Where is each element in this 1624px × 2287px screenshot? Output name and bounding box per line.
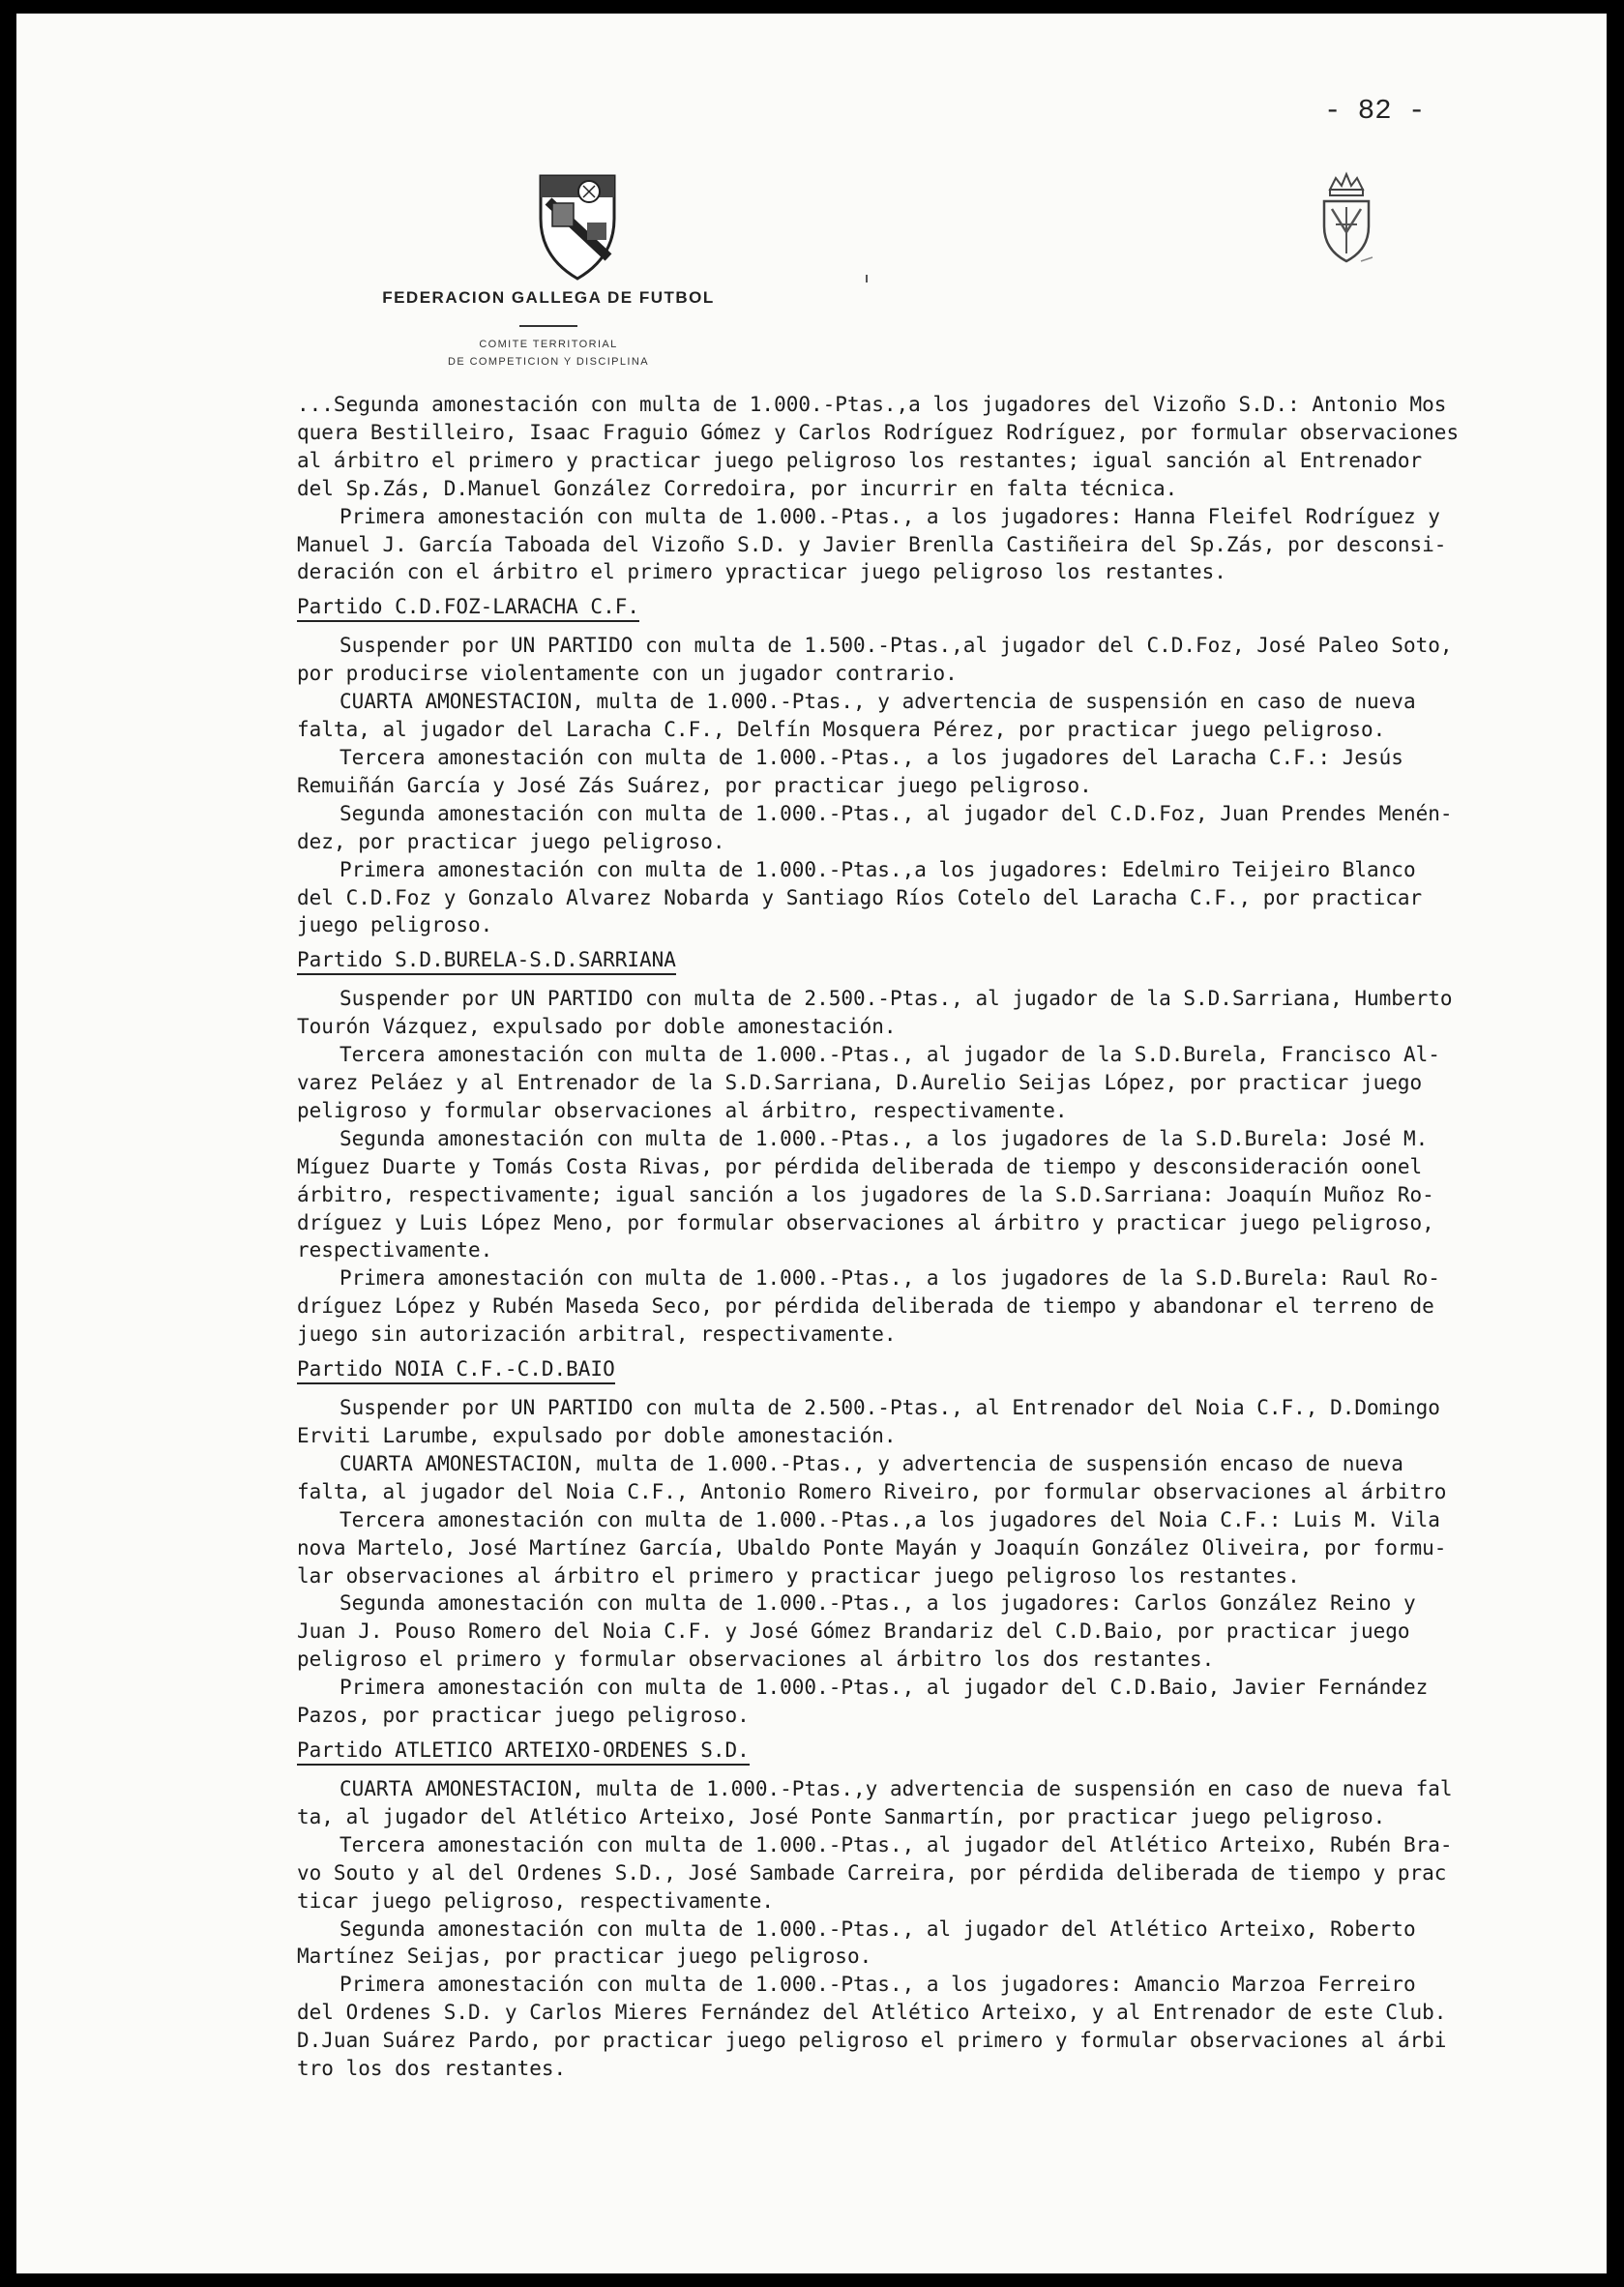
text-line: ...Segunda amonestación con multa de 1.000.-Ptas.,a los jugadores del Vizoño S.D.: Antonio Mos bbox=[297, 393, 1447, 416]
text-line: ticar juego peligroso, respectivamente. bbox=[297, 1888, 775, 1913]
text-line: al árbitro el primero y practicar juego peligroso los restantes; igual sanción al Entrenador bbox=[297, 448, 1423, 472]
crowned-shield-icon bbox=[1303, 168, 1390, 275]
text-line: por producirse violentamente con un jugador contrario. bbox=[297, 662, 958, 686]
section-heading: Partido ATLETICO ARTEIXO-ORDENES S.D. bbox=[297, 1737, 750, 1766]
text-line: Primera amonestación con multa de 1.000.-Ptas.,a los jugadores: Edelmiro Teijeiro Blanco bbox=[340, 857, 1416, 881]
text-line: Pazos, por practicar juego peligroso. bbox=[297, 1704, 750, 1728]
text-line: nova Martelo, José Martínez García, Ubaldo Ponte Mayán y Joaquín González Oliveira, por formu- bbox=[297, 1535, 1447, 1559]
text-line: D.Juan Suárez Pardo, por practicar juego peligroso el primero y formular observaciones al árbi bbox=[297, 2029, 1447, 2053]
sanction-paragraph bbox=[297, 1831, 1607, 1916]
text-line: quera Bestilleiro, Isaac Fraguio Gómez y Carlos Rodríguez Rodríguez, por formular observaciones bbox=[297, 420, 1460, 444]
sanction-paragraph bbox=[297, 1450, 1607, 1506]
section-heading: Partido NOIA C.F.-C.D.BAIO bbox=[297, 1355, 615, 1384]
document-page bbox=[16, 14, 1607, 2273]
section-heading-row bbox=[297, 586, 1607, 632]
text-line: Tercera amonestación con multa de 1.000.-Ptas., al jugador de la S.D.Burela, Francisco Al- bbox=[340, 1043, 1440, 1067]
text-line: juego sin autorización arbitral, respectivamente. bbox=[297, 1322, 897, 1347]
text-line: Primera amonestación con multa de 1.000.-Ptas., a los jugadores de la S.D.Burela: Raul Ro- bbox=[340, 1266, 1440, 1291]
text-line: ta, al jugador del Atlético Arteixo, José Ponte Sanmartín, por practicar juego peligroso. bbox=[297, 1804, 1386, 1828]
sanction-paragraph bbox=[297, 1589, 1607, 1674]
text-line: CUARTA AMONESTACION, multa de 1.000.-Ptas., y advertencia de suspensión encaso de nueva bbox=[340, 1451, 1403, 1475]
text-line: dez, por practicar juego peligroso. bbox=[297, 829, 725, 853]
text-line: Segunda amonestación con multa de 1.000.-Ptas., a los jugadores de la S.D.Burela: José M. bbox=[340, 1126, 1429, 1150]
text-line: Tercera amonestación con multa de 1.000.-Ptas.,a los jugadores del Noia C.F.: Luis M. Vila bbox=[340, 1507, 1440, 1531]
sanction-paragraph bbox=[297, 1971, 1607, 2083]
text-line: Segunda amonestación con multa de 1.000.-Ptas., al jugador del Atlético Arteixo, Roberto bbox=[340, 1916, 1416, 1941]
text-line: falta, al jugador del Noia C.F., Antonio Romero Riveiro, por formular observaciones al árbitro bbox=[297, 1479, 1447, 1503]
text-line: CUARTA AMONESTACION, multa de 1.000.-Ptas.,y advertencia de suspensión en caso de nueva fal bbox=[340, 1776, 1453, 1800]
text-line: peligroso el primero y formular observaciones al árbitro los dos restantes. bbox=[297, 1648, 1215, 1672]
section-heading: Partido C.D.FOZ-LARACHA C.F. bbox=[297, 593, 639, 622]
page-number: - 82 - bbox=[1324, 95, 1426, 127]
section-heading-row bbox=[297, 939, 1607, 985]
sanction-paragraph bbox=[297, 1506, 1607, 1590]
text-line: Segunda amonestación con multa de 1.000.-Ptas., al jugador del C.D.Foz, Juan Prendes Menén- bbox=[340, 801, 1453, 825]
text-line: peligroso y formular observaciones al árbitro, respectivamente. bbox=[297, 1098, 1068, 1122]
sanction-paragraph bbox=[297, 1264, 1607, 1349]
text-line: Míguez Duarte y Tomás Costa Rivas, por pérdida deliberada de tiempo y desconsideración oonel bbox=[297, 1154, 1423, 1178]
sanction-paragraph bbox=[297, 856, 1607, 940]
committee-line-1: COMITE TERRITORIAL bbox=[479, 339, 618, 350]
sanction-paragraph bbox=[297, 503, 1607, 587]
text-line: CUARTA AMONESTACION, multa de 1.000.-Ptas., y advertencia de suspensión en caso de nueva bbox=[340, 690, 1416, 714]
text-line: vo Souto y al del Ordenes S.D., José Sambade Carreira, por pérdida deliberada de tiempo y prac bbox=[297, 1860, 1447, 1885]
text-line: del C.D.Foz y Gonzalo Alvarez Nobarda y Santiago Ríos Cotelo del Laracha C.F., por practicar bbox=[297, 885, 1423, 909]
sanction-paragraph bbox=[297, 688, 1607, 744]
committee-name bbox=[365, 336, 732, 371]
sanction-paragraph bbox=[297, 632, 1607, 688]
text-line: del Ordenes S.D. y Carlos Mieres Fernández del Atlético Arteixo, y al Entrenador de este Club. bbox=[297, 2001, 1447, 2025]
text-line: Tourón Vázquez, expulsado por doble amonestación. bbox=[297, 1015, 897, 1039]
text-line: juego peligroso. bbox=[297, 913, 493, 937]
text-line: árbitro, respectivamente; igual sanción a los jugadores de la S.D.Sarriana: Joaquín Muñoz Ro- bbox=[297, 1182, 1434, 1206]
text-line: Tercera amonestación con multa de 1.000.-Ptas., al jugador del Atlético Arteixo, Rubén Bra- bbox=[340, 1832, 1453, 1856]
sanction-paragraph bbox=[297, 744, 1607, 800]
text-line: falta, al jugador del Laracha C.F., Delfín Mosquera Pérez, por practicar juego peligroso. bbox=[297, 718, 1386, 742]
sanction-paragraph bbox=[297, 391, 1607, 503]
stray-mark bbox=[866, 275, 868, 282]
text-line: Erviti Larumbe, expulsado por doble amonestación. bbox=[297, 1424, 897, 1447]
text-line: Segunda amonestación con multa de 1.000.-Ptas., a los jugadores: Carlos González Reino y bbox=[340, 1591, 1416, 1616]
text-line: del Sp.Zás, D.Manuel González Corredoira, por incurrir en falta técnica. bbox=[297, 476, 1178, 500]
sanction-paragraph bbox=[297, 1674, 1607, 1730]
text-line: Suspender por UN PARTIDO con multa de 2.500.-Ptas., al Entrenador del Noia C.F., D.Domingo bbox=[340, 1396, 1440, 1420]
sanction-paragraph bbox=[297, 1916, 1607, 1972]
text-line: Suspender por UN PARTIDO con multa de 1.500.-Ptas.,al jugador del C.D.Foz, José Paleo Soto, bbox=[340, 634, 1453, 658]
sanction-paragraph bbox=[297, 985, 1607, 1041]
sanction-paragraph bbox=[297, 1775, 1607, 1831]
committee-line-2: DE COMPETICION Y DISCIPLINA bbox=[448, 356, 649, 368]
text-line: dríguez López y Rubén Maseda Seco, por pérdida deliberada de tiempo y abandonar el terreno de bbox=[297, 1294, 1434, 1319]
text-line: varez Peláez y al Entrenador de la S.D.Sarriana, D.Aurelio Seijas López, por practicar juego bbox=[297, 1071, 1423, 1095]
text-line: Manuel J. García Taboada del Vizoño S.D. y Javier Brenlla Castiñeira del Sp.Zás, por desconsi- bbox=[297, 532, 1447, 556]
sanction-paragraph bbox=[297, 800, 1607, 856]
text-line: lar observaciones al árbitro el primero y practicar juego peligroso los restantes. bbox=[297, 1563, 1300, 1588]
sanction-paragraph bbox=[297, 1125, 1607, 1265]
text-line: Primera amonestación con multa de 1.000.-Ptas., a los jugadores: Amancio Marzoa Ferreiro bbox=[340, 1973, 1416, 1997]
sanction-paragraph bbox=[297, 1394, 1607, 1450]
text-line: Tercera amonestación con multa de 1.000.-Ptas., a los jugadores del Laracha C.F.: Jesús bbox=[340, 745, 1403, 769]
text-line: dríguez y Luis López Meno, por formular observaciones al árbitro y practicar juego peligroso, bbox=[297, 1210, 1434, 1234]
text-line: tro los dos restantes. bbox=[297, 2057, 567, 2081]
organization-name: FEDERACION GALLEGA DE FUTBOL bbox=[382, 288, 715, 307]
document-body bbox=[297, 391, 1607, 2083]
text-line: Martínez Seijas, por practicar juego peligroso. bbox=[297, 1945, 872, 1969]
text-line: Primera amonestación con multa de 1.000.-Ptas., a los jugadores: Hanna Fleifel Rodríguez y bbox=[340, 504, 1440, 528]
text-line: Suspender por UN PARTIDO con multa de 2.500.-Ptas., al jugador de la S.D.Sarriana, Humberto bbox=[340, 987, 1453, 1011]
text-line: deración con el árbitro el primero ypracticar juego peligroso los restantes. bbox=[297, 560, 1226, 584]
text-line: Remuiñán García y José Zás Suárez, por practicar juego peligroso. bbox=[297, 773, 1092, 797]
section-heading-row bbox=[297, 1349, 1607, 1394]
section-heading-row bbox=[297, 1730, 1607, 1775]
text-line: Primera amonestación con multa de 1.000.-Ptas., al jugador del C.D.Baio, Javier Fernández bbox=[340, 1676, 1429, 1700]
federation-shield-icon bbox=[529, 168, 626, 284]
header-divider bbox=[519, 325, 577, 327]
text-line: Juan J. Pouso Romero del Noia C.F. y José Gómez Brandariz del C.D.Baio, por practicar juego bbox=[297, 1619, 1410, 1644]
sanction-paragraph bbox=[297, 1041, 1607, 1125]
section-heading: Partido S.D.BURELA-S.D.SARRIANA bbox=[297, 946, 676, 975]
text-line: respectivamente. bbox=[297, 1238, 493, 1262]
